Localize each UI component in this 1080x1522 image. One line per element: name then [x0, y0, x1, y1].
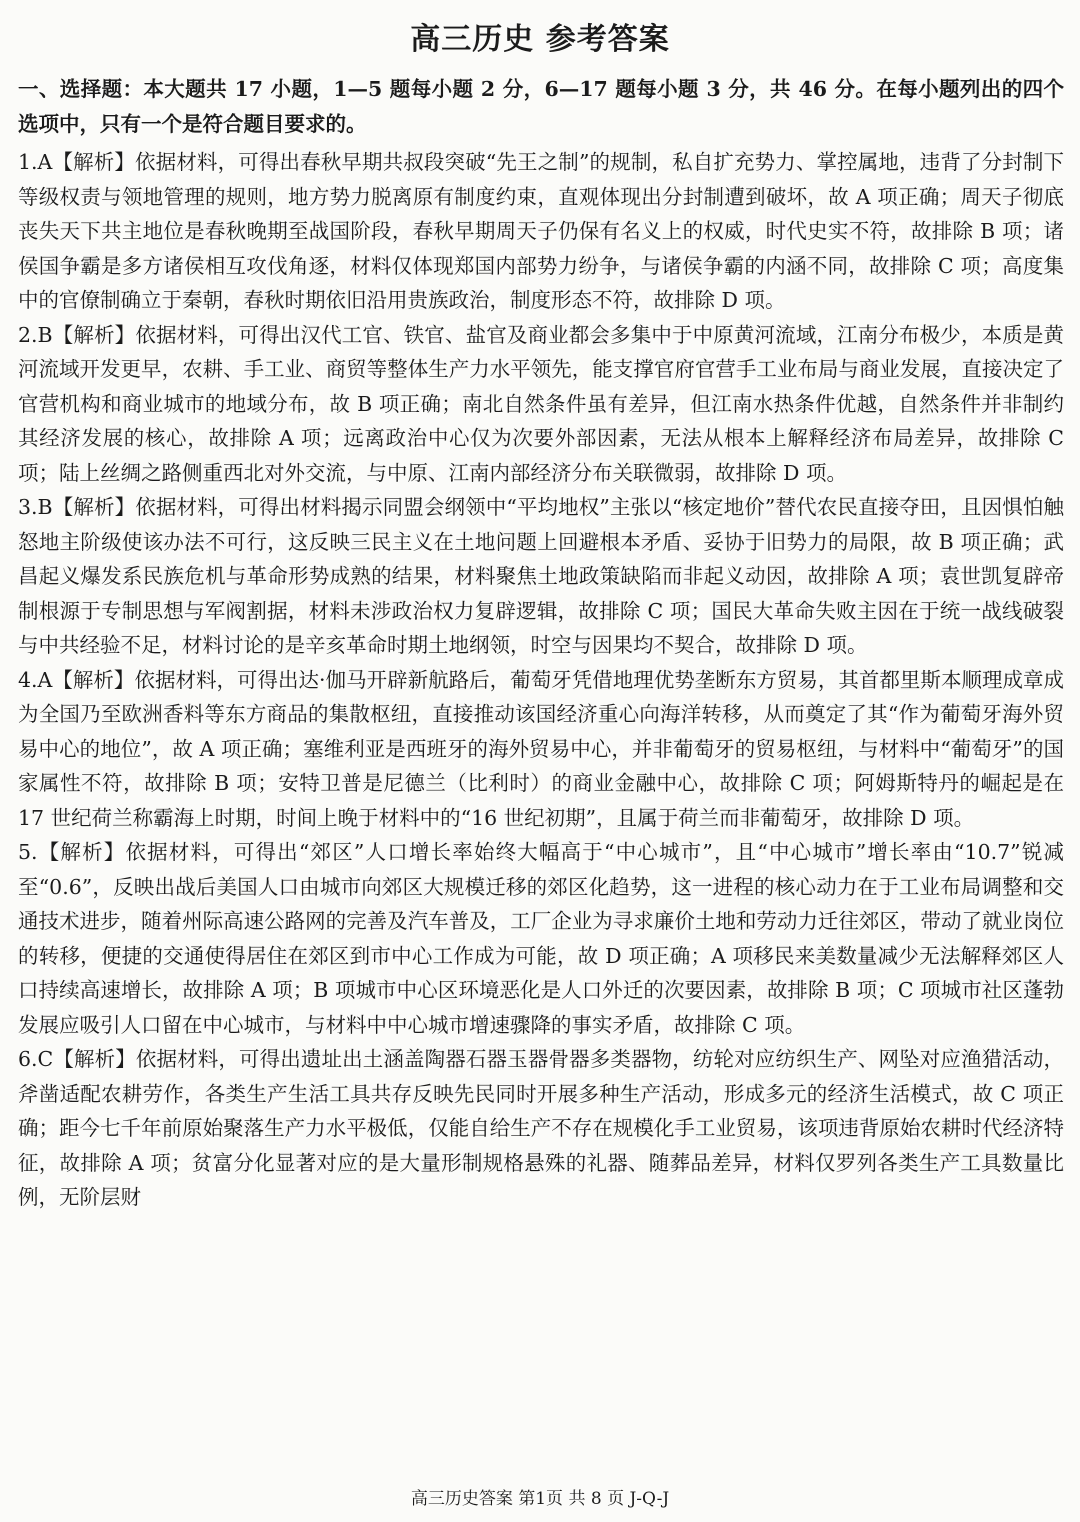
answer-text: 依据材料，可得出汉代工官、铁官、盐官及商业都会多集中于中原黄河流域，江南分布极少，本质是黄河流域开发更早，农耕、手工业、商贸等整体生产力水平领先，能支撑官府官营手工业布局与商业发展，直接决定了官营机构和商业城市的地域分布，故 B 项正确；南北自然条件虽有差异，但江南水热条件优越，自然条件并非制约其经济发展的核心，故排除 A 项；远离政治中心仅为次要外部因素，无法从根本上解释经济布局差异，故排除 C 项；陆上丝绸之路侧重西北对外交流，与中原、江南内部经济分布关联微弱，故排除 D 项。 — [18, 322, 1064, 485]
answer-lead: 5.【解析】 — [18, 840, 126, 864]
answer-lead: 1.A【解析】 — [18, 150, 136, 174]
answer-lead: 4.A【解析】 — [18, 667, 135, 692]
answer-lead: 2.B【解析】 — [18, 322, 136, 347]
answer-item-5 — [18, 835, 1064, 1042]
answer-item-4 — [18, 663, 1064, 836]
page-footer: 高三历史答案 第1页 共 8 页 J-Q-J — [410, 1489, 670, 1509]
answer-item-6 — [18, 1042, 1064, 1215]
answer-text: 依据材料，可得出“郊区”人口增长率始终大幅高于“中心城市”，且“中心城市”增长率由“10.7”锐减至“0.6”，反映出战后美国人口由城市向郊区大规模迁移的郊区化趋势，这一进程的核心动力在于工业布局调整和交通技术进步，随着州际高速公路网的完善及汽车普及，工厂企业为寻求廉价土地和劳动力迁往郊区，带动了就业岗位的转移，便捷的交通使得居住在郊区到市中心工作成为可能，故 D 项正确；A 项移民来美数量减少无法解释郊区人口持续高速增长，故排除 A 项；B 项城市中心区环境恶化是人口外迁的次要因素，故排除 B 项；C 项城市社区蓬勃发展应吸引人口留在中心城市，与材料中中心城市增速骤降的事实矛盾，故排除 C 项。 — [18, 840, 1065, 1037]
section-heading: 一、选择题：本大题共 17 小题，1—5 题每小题 2 分，6—17 题每小题 3 分，共 46 分。在每小题列出的四个选项中，只有一个是符合题目要求的。 — [18, 77, 1064, 136]
answer-text: 依据材料，可得出遗址出土涵盖陶器石器玉器骨器多类器物，纺轮对应纺织生产、网坠对应渔猎活动，斧凿适配农耕劳作，各类生产生活工具共存反映先民同时开展多种生产活动，形成多元的经济生活模式，故 C 项正确；距今七千年前原始聚落生产力水平极低，仅能自给生产不存在规模化手工业贸易，该项违背原始农耕时代经济特征，故排除 A 项；贫富分化显著对应的是大量形制规格悬殊的礼器、随葬品差异，材料仅罗列各类生产工具数量比例，无阶层财 — [18, 1047, 1065, 1209]
answer-lead: 6.C【解析】 — [18, 1047, 136, 1071]
answer-item-2 — [18, 318, 1064, 491]
answer-lead: 3.B【解析】 — [18, 495, 136, 519]
answer-item-3 — [18, 490, 1064, 663]
page-title: 高三历史 参考答案 — [410, 22, 670, 57]
answer-text: 依据材料，可得出春秋早期共叔段突破“先王之制”的规制，私自扩充势力、掌控属地，违背了分封制下等级权责与领地管理的规则，地方势力脱离原有制度约束，直观体现出分封制遭到破坏，故 A 项正确；周天子彻底丧失天下共主地位是春秋晚期至战国阶段，春秋早期周天子仍保有名义上的权威，时代史实不符，故排除 B 项；诸侯国争霸是多方诸侯相互攻伐角逐，材料仅体现郑国内部势力纷争，与诸侯争霸的内涵不同，故排除 C 项；高度集中的官僚制确立于秦朝，春秋时期依旧沿用贵族政治，制度形态不符，故排除 D 项。 — [18, 150, 1064, 312]
answer-list — [18, 145, 1064, 1215]
answer-text: 依据材料，可得出达·伽马开辟新航路后，葡萄牙凭借地理优势垄断东方贸易，其首都里斯本顺理成章成为全国乃至欧洲香料等东方商品的集散枢纽，直接推动该国经济重心向海洋转移，从而奠定了其“作为葡萄牙海外贸易中心的地位”，故 A 项正确；塞维利亚是西班牙的海外贸易中心，并非葡萄牙的贸易枢纽，与材料中“葡萄牙”的国家属性不符，故排除 B 项；安特卫普是尼德兰（比利时）的商业金融中心，故排除 C 项；阿姆斯特丹的崛起是在 17 世纪荷兰称霸海上时期，时间上晚于材料中的“16 世纪初期”，且属于荷兰而非葡萄牙，故排除 D 项。 — [18, 667, 1064, 830]
answer-item-1 — [18, 145, 1064, 318]
answer-text: 依据材料，可得出材料揭示同盟会纲领中“平均地权”主张以“核定地价”替代农民直接夺田，且因惧怕触怒地主阶级使该办法不可行，这反映三民主义在土地问题上回避根本矛盾、妥协于旧势力的局限，故 B 项正确；武昌起义爆发系民族危机与革命形势成熟的结果，材料聚焦土地政策缺陷而非起义动因，故排除 A 项；袁世凯复辟帝制根源于专制思想与军阀割据，材料未涉政治权力复辟逻辑，故排除 C 项；国民大革命失败主因在于统一战线破裂与中共经验不足，材料讨论的是辛亥革命时期土地纲领，时空与因果均不契合，故排除 D 项。 — [18, 495, 1065, 657]
